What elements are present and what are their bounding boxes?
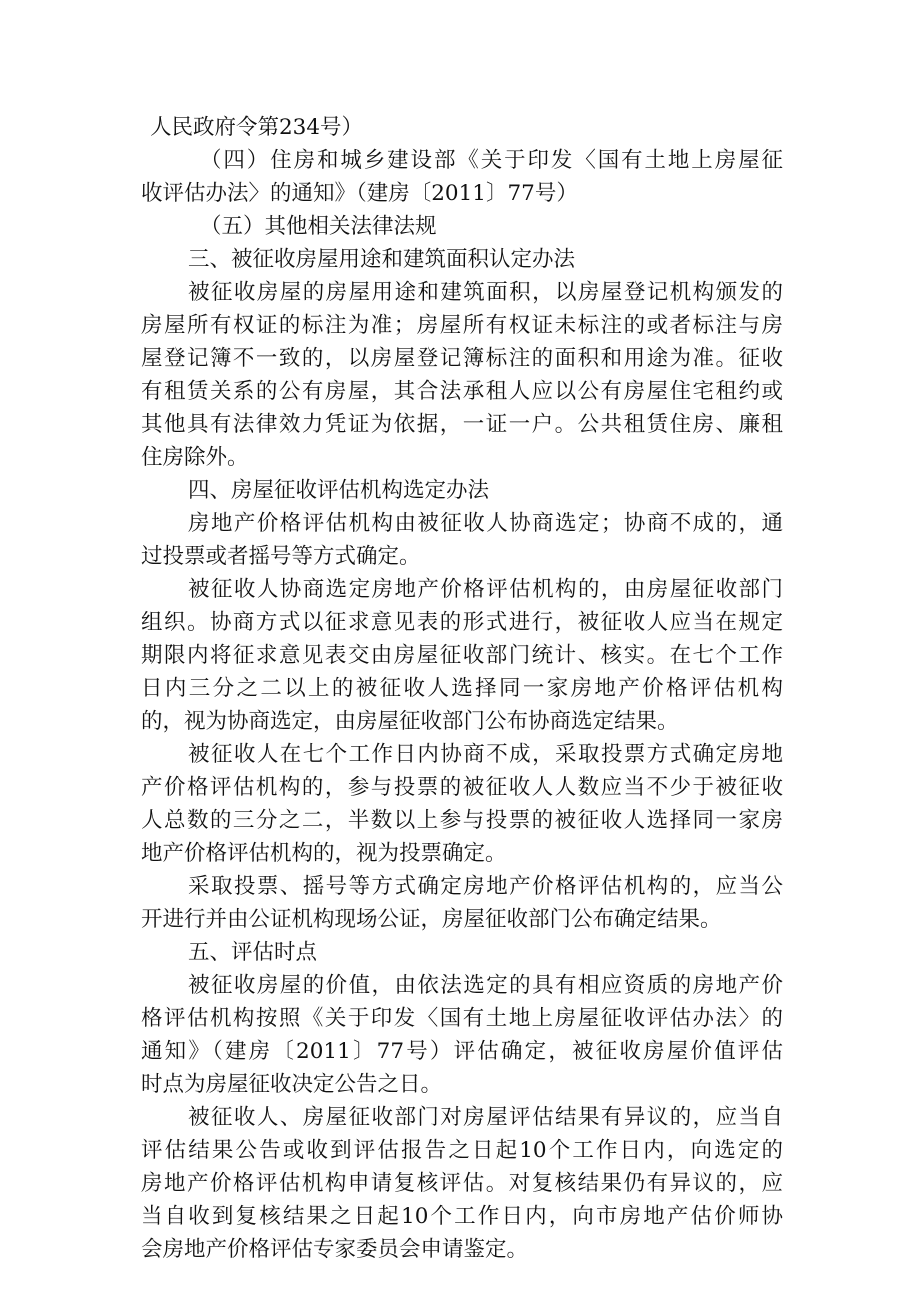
text-line: 组织。协商方式以征求意见表的形式进行，被征收人应当在规定 bbox=[141, 610, 783, 635]
text-line: 会房地产价格评估专家委员会申请鉴定。 bbox=[141, 1237, 529, 1262]
text-line: （四）住房和城乡建设部《关于印发〈国有土地上房屋征 bbox=[200, 148, 783, 173]
text-line: 人民政府令第234号） bbox=[150, 115, 364, 140]
text-line: 地产价格评估机构的，视为投票确定。 bbox=[141, 841, 507, 866]
text-line: 产价格评估机构的，参与投票的被征收人人数应当不少于被征收 bbox=[141, 775, 783, 800]
text-line: 人总数的三分之二，半数以上参与投票的被征收人选择同一家房 bbox=[141, 808, 783, 833]
section-heading: 四、房屋征收评估机构选定办法 bbox=[188, 478, 490, 503]
text-line: 被征收房屋的价值，由依法选定的具有相应资质的房地产价 bbox=[188, 973, 783, 998]
text-line: 评估结果公告或收到评估报告之日起10个工作日内，向选定的 bbox=[141, 1138, 783, 1163]
text-line: 房屋所有权证的标注为准；房屋所有权证未标注的或者标注与房 bbox=[141, 313, 783, 338]
section-heading: 三、被征收房屋用途和建筑面积认定办法 bbox=[188, 247, 576, 272]
text-line: 房地产价格评估机构由被征收人协商选定；协商不成的，通 bbox=[188, 511, 783, 536]
text-line: （五）其他相关法律法规 bbox=[200, 214, 437, 239]
text-line: 采取投票、摇号等方式确定房地产价格评估机构的，应当公 bbox=[188, 874, 783, 899]
text-line: 被征收房屋的房屋用途和建筑面积，以房屋登记机构颁发的 bbox=[188, 280, 783, 305]
text-line: 住房除外。 bbox=[141, 445, 249, 470]
text-line: 日内三分之二以上的被征收人选择同一家房地产价格评估机构 bbox=[141, 676, 783, 701]
text-line: 过投票或者摇号等方式确定。 bbox=[141, 544, 421, 569]
text-line: 其他具有法律效力凭证为依据，一证一户。公共租赁住房、廉租 bbox=[141, 412, 783, 437]
text-line: 通知》（建房〔2011〕77号）评估确定，被征收房屋价值评估 bbox=[141, 1039, 783, 1064]
text-line: 有租赁关系的公有房屋，其合法承租人应以公有房屋住宅租约或 bbox=[141, 379, 783, 404]
text-line: 的，视为协商选定，由房屋征收部门公布协商选定结果。 bbox=[141, 709, 679, 734]
section-heading: 五、评估时点 bbox=[188, 940, 318, 965]
text-line: 时点为房屋征收决定公告之日。 bbox=[141, 1072, 443, 1097]
text-line: 收评估办法〉的通知》（建房〔2011〕77号） bbox=[141, 181, 578, 206]
text-line: 格评估机构按照《关于印发〈国有土地上房屋征收评估办法〉的 bbox=[141, 1006, 783, 1031]
text-line: 期限内将征求意见表交由房屋征收部门统计、核实。在七个工作 bbox=[141, 643, 783, 668]
text-line: 被征收人、房屋征收部门对房屋评估结果有异议的，应当自 bbox=[188, 1105, 783, 1130]
text-line: 屋登记簿不一致的，以房屋登记簿标注的面积和用途为准。征收 bbox=[141, 346, 783, 371]
text-line: 开进行并由公证机构现场公证，房屋征收部门公布确定结果。 bbox=[141, 907, 722, 932]
text-line: 当自收到复核结果之日起10个工作日内，向市房地产估价师协 bbox=[141, 1204, 783, 1229]
text-line: 被征收人协商选定房地产价格评估机构的，由房屋征收部门 bbox=[188, 577, 783, 602]
text-line: 房地产价格评估机构申请复核评估。对复核结果仍有异议的，应 bbox=[141, 1171, 783, 1196]
text-line: 被征收人在七个工作日内协商不成，采取投票方式确定房地 bbox=[188, 742, 783, 767]
